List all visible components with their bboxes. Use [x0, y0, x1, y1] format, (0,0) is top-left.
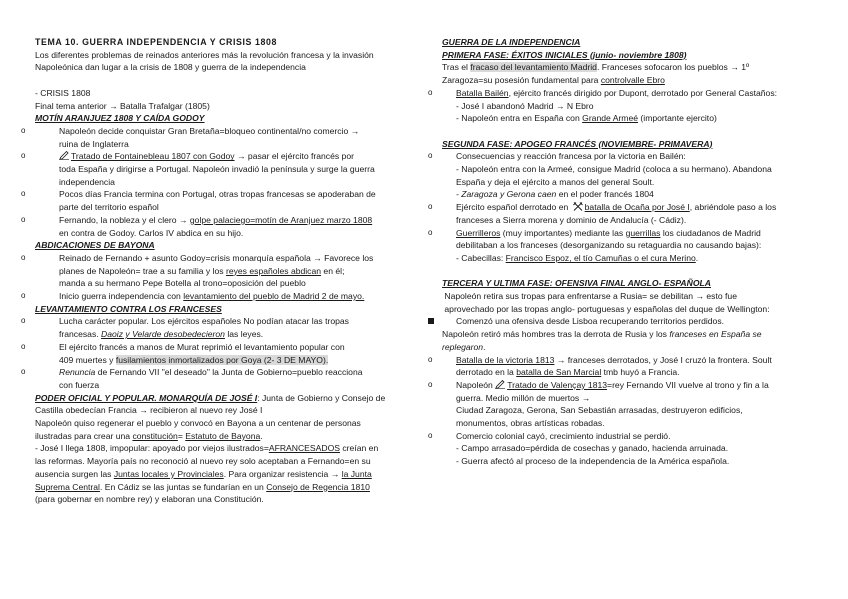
list-item: o Batalla Bailén, ejército francés dirigido por Dupont, derrotado por General Castaños:: [428, 87, 778, 98]
bullet-circle-icon: o: [428, 151, 433, 161]
list-item: o Pocos días Francia termina con Portugal, otras tropas francesas se apoderaban de: [21, 189, 376, 200]
list-item-cont: independencia: [59, 176, 115, 187]
doc-title: TEMA 10. GUERRA INDEPENDENCIA Y CRISIS 1808: [35, 37, 278, 47]
bullet-circle-icon: o: [428, 227, 433, 237]
list-item-cont: - Campo arrasado=pérdida de cosechas y ganado, hacienda arruinada.: [456, 443, 729, 454]
list-item: o Inicio guerra independencia con levantamiento del pueblo de Madrid 2 de mayo.: [21, 291, 365, 302]
list-item: o Tratado de Fontainebleau 1807 con Godoy → pasar el ejército francés por: [21, 151, 354, 162]
list-item-cont: - Napoleón entra con la Armeé, consigue Madrid (coloca a su hermano). Abandona: [456, 164, 772, 175]
paragraph-line: Suprema Central. En Cádiz se las juntas se fundarían en un Consejo de Regencia 1810: [35, 481, 370, 492]
list-item-cont: - Guerra afectó al proceso de la independencia de la América española.: [456, 456, 730, 467]
list-item-cont: - Zaragoza y Gerona caen en el poder francés 1804: [456, 189, 654, 200]
crossed-swords-icon: [573, 202, 583, 211]
list-item-cont: - Napoleón entra en España con Grande Armeé (importante ejercito): [456, 113, 717, 124]
left-column: [21, 36, 410, 506]
section-title-phase1: PRIMERA FASE: ÉXITOS INICIALES (junio- noviembre 1808): [442, 49, 687, 60]
pen-writing-icon: [495, 380, 505, 389]
crisis-header: - CRISIS 1808: [35, 87, 91, 98]
section-poder: PODER OFICIAL Y POPULAR. MONARQUÍA DE JOSÉ I: Junta de Gobierno y Consejo de: [35, 392, 386, 403]
bullet-circle-icon: o: [21, 189, 26, 199]
list-item: o Lucha carácter popular. Los ejércitos españoles No podían atacar las tropas: [21, 316, 349, 327]
right-column: [428, 36, 814, 468]
doc-subtitle: GUERRA DE LA INDEPENDENCIA: [442, 37, 581, 47]
list-item-cont: 409 muertes y fusilamientos inmortalizados por Goya (2- 3 DE MAYO).: [59, 354, 329, 365]
list-item-cont: franceses a Sierra morena y dominio de Andalucía (- Cádiz).: [456, 214, 687, 225]
list-item-cont: Ciudad Zaragoza, Gerona, San Sebastián arrasadas, destruyeron edificios,: [456, 405, 743, 416]
section-title-phase2: SEGUNDA FASE: APOGEO FRANCÉS (NOVIEMBRE- PRIMAVERA): [442, 138, 713, 149]
intro-line: Napoleónica dan lugar a la crisis de 1808 y guerra de la independencia: [35, 62, 306, 73]
intro-line: Los diferentes problemas de reinados anteriores más la revolución francesa y la invasión: [35, 49, 374, 60]
paragraph-line: Napoleón retiró más hombres tras la derrota de Rusia y los franceses en España se: [442, 329, 762, 340]
list-item-cont: guerra. Medio millón de muertos →: [456, 392, 591, 403]
paragraph-line: Castilla obedecían Francia → recibieron al nuevo rey José I: [35, 405, 263, 416]
list-item: o Napoleón Tratado de Valençay 1813=rey Fernando VII vuelve al trono y fin a la: [428, 379, 769, 390]
section-title-bayona: ABDICACIONES DE BAYONA: [35, 240, 155, 251]
bullet-circle-icon: o: [21, 252, 26, 262]
list-item: o Reinado de Fernando + asunto Godoy=crisis monarquía española → Favorece los: [21, 252, 374, 263]
list-item-cont: - Cabecillas: Francisco Espoz, el tío Camuñas o el cura Merino.: [456, 252, 699, 263]
list-item-cont: con fuerza: [59, 379, 100, 390]
list-item: o El ejército francés a manos de Murat reprimió el levantamiento popular con: [21, 341, 345, 352]
paragraph-line: las reformas. Mayoría país no reconoció al nuevo rey solo aceptaban a Fernando=en su: [35, 456, 371, 467]
pen-writing-icon: [59, 151, 69, 160]
bullet-circle-icon: o: [21, 125, 26, 135]
list-item: o Batalla de la victoria 1813 → franceses derrotados, y José I cruzó la frontera. Soult: [428, 354, 772, 365]
bullet-circle-icon: o: [428, 354, 433, 364]
paragraph-line: (para gobernar en nombre rey) y elaboran una Constitución.: [35, 494, 264, 505]
paragraph-line: Zaragoza=su posesión fundamental para controlvalle Ebro: [442, 75, 665, 86]
section-title-aranjuez: MOTÍN ARANJUEZ 1808 Y CAÍDA GODOY: [35, 113, 205, 124]
bullet-circle-icon: o: [428, 202, 433, 212]
section-title-phase3: TERCERA Y ULTIMA FASE: OFENSIVA FINAL ANGLO- ESPAÑOLA: [442, 278, 711, 289]
paragraph-line: ausencia surgen las Juntas locales y Provinciales. Para organizar resistencia → la Junta: [35, 468, 372, 479]
paragraph-line: Tras el fracaso del levantamiento Madrid. Franceses sofocaron los pueblos → 1º: [442, 62, 750, 73]
list-item-cont: - José I abandonó Madrid → N Ebro: [456, 100, 594, 111]
list-item: o Ejército español derrotado en batalla de Ocaña por José I, abriéndole paso a los: [428, 202, 777, 213]
bullet-circle-icon: o: [428, 430, 433, 440]
list-item-cont: derrotado en la batalla de San Marcial tmb huyó a Francia.: [456, 367, 680, 378]
section-title-levantamiento: LEVANTAMIENTO CONTRA LOS FRANCESES: [35, 303, 222, 314]
list-item-cont: monumentos, obras artísticas robadas.: [456, 418, 605, 429]
list-item: o Comercio colonial cayó, crecimiento industrial se perdió.: [428, 430, 671, 441]
paragraph-line: - José I llega 1808, impopular: apoyado por viejos ilustrados=AFRANCESADOS creían en: [35, 443, 379, 454]
paragraph-line: Napoleón quiso regenerar el pueblo y convocó en Bayona a un centenar de personas: [35, 418, 361, 429]
bullet-square-icon: [428, 318, 434, 324]
bullet-circle-icon: o: [428, 379, 433, 389]
list-item-cont: toda España y dirigirse a Portugal. Napoleón invadió la península y surge la guerra: [59, 164, 375, 175]
bullet-circle-icon: o: [428, 87, 433, 97]
bullet-circle-icon: o: [21, 214, 26, 224]
list-item-cont: parte del territorio español: [59, 202, 159, 213]
list-item: o Guerrilleros (muy importantes) mediante las guerrillas los ciudadanos de Madrid: [428, 227, 761, 238]
bullet-circle-icon: o: [21, 151, 26, 161]
list-item-cont: manda a su hermano Pepe Botella al trono=oposición del pueblo: [59, 278, 306, 289]
bullet-circle-icon: o: [21, 341, 26, 351]
list-item: o Napoleón decide conquistar Gran Bretaña=bloqueo continental/no comercio →: [21, 125, 360, 136]
list-item-cont: planes de Napoleón= trae a su familia y los reyes españoles abdican en él;: [59, 265, 345, 276]
paragraph-line: Napoleón retira sus tropas para enfrentarse a Rusia= se debilitan → esto fue: [442, 291, 737, 302]
paragraph-line: aprovechado por las tropas anglo- portuguesas y españolas del duque de Wellington:: [442, 303, 770, 314]
list-item-cont: francesas. Daoiz y Velarde desobedecieron las leyes.: [59, 329, 264, 340]
paragraph-line: replegaron.: [442, 341, 486, 352]
list-item: o Consecuencias y reacción francesa por la victoria en Bailén:: [428, 151, 686, 162]
list-item-cont: ruina de Inglaterra: [59, 138, 129, 149]
bullet-circle-icon: o: [21, 367, 26, 377]
list-item-cont: España y deja el ejército a manos del general Soult.: [456, 176, 655, 187]
paragraph-line: ilustradas para crear una constitución= Estatuto de Bayona.: [35, 430, 263, 441]
list-item: o Fernando, la nobleza y el clero → golpe palaciego=motín de Aranjuez marzo 1808: [21, 214, 373, 225]
list-item: Comenzó una ofensiva desde Lisboa recuperando territorios perdidos.: [442, 315, 814, 328]
bullet-circle-icon: o: [21, 291, 26, 301]
list-item-cont: debilitaban a los franceses (desorganizando su retaguardia no causando bajas):: [456, 240, 762, 251]
bullet-circle-icon: o: [21, 316, 26, 326]
crisis-line: Final tema anterior → Batalla Trafalgar (1805): [35, 100, 210, 111]
list-item-cont: en contra de Godoy. Carlos IV abdica en su hijo.: [59, 227, 244, 238]
list-item: o Renuncia de Fernando VII "el deseado" la Junta de Gobierno=pueblo reacciona: [21, 367, 363, 378]
